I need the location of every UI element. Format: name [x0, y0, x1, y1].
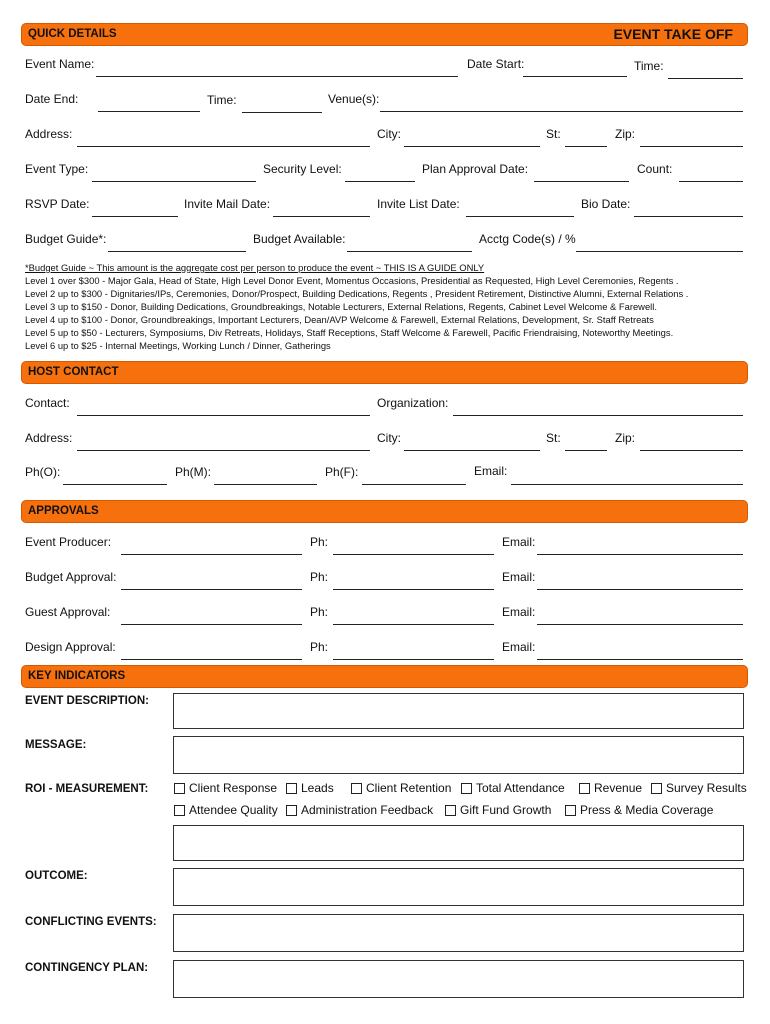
- contact-field[interactable]: [77, 415, 370, 416]
- event-description-label: EVENT DESCRIPTION:: [25, 695, 149, 707]
- key-indicators-title: KEY INDICATORS: [28, 670, 126, 682]
- checkbox[interactable]: [286, 805, 297, 816]
- roi-option-survey-results[interactable]: Survey Results: [651, 781, 747, 795]
- budget-level-5: Level 5 up to $50 - Lecturers, Symposiums, Div Retreats, Holidays, Staff Receptions, Staff Welcome & Farewell, Pacific Friendraising, Noteworthy Meetings.: [25, 327, 674, 338]
- guest-approval-ph-label: Ph:: [310, 605, 329, 619]
- roi-option-press-media-coverage[interactable]: Press & Media Coverage: [565, 803, 713, 817]
- guest-approval-email-field[interactable]: [537, 624, 743, 625]
- approvals-header: [21, 500, 748, 523]
- phone-fax-field[interactable]: [362, 484, 466, 485]
- acctg-codes-label: Acctg Code(s) / %: [479, 232, 576, 246]
- host-email-field[interactable]: [511, 484, 743, 485]
- organization-field[interactable]: [453, 415, 743, 416]
- end-time-field[interactable]: [242, 112, 322, 113]
- plan-approval-date-field[interactable]: [534, 181, 629, 182]
- guest-approval-field[interactable]: [121, 624, 302, 625]
- checkbox[interactable]: [651, 783, 662, 794]
- design-approval-ph-label: Ph:: [310, 640, 329, 654]
- end-time-label: Time:: [207, 93, 237, 107]
- time-label: Time:: [634, 59, 664, 73]
- security-level-label: Security Level:: [263, 162, 342, 176]
- roi-option-attendee-quality[interactable]: Attendee Quality: [174, 803, 278, 817]
- quick-details-title: QUICK DETAILS: [28, 28, 117, 40]
- event-type-field[interactable]: [92, 181, 256, 182]
- conflicting-events-box[interactable]: [173, 914, 744, 952]
- phone-mobile-label: Ph(M):: [175, 465, 211, 479]
- checkbox[interactable]: [579, 783, 590, 794]
- count-label: Count:: [637, 162, 673, 176]
- budget-level-2: Level 2 up to $300 - Dignitaries/IPs, Ceremonies, Donor/Prospect, Building Dedications, Regents , President Retirement, Distinctive Alumni, External Relations .: [25, 288, 689, 299]
- date-start-label: Date Start:: [467, 57, 525, 71]
- checkbox[interactable]: [351, 783, 362, 794]
- event-name-field[interactable]: [96, 76, 458, 77]
- rsvp-date-field[interactable]: [92, 216, 178, 217]
- design-approval-email-field[interactable]: [537, 659, 743, 660]
- roi-measurement-label: ROI - MEASUREMENT:: [25, 783, 149, 795]
- host-email-label: Email:: [474, 464, 508, 478]
- host-address-field[interactable]: [77, 450, 370, 451]
- budget-level-1: Level 1 over $300 - Major Gala, Head of State, High Level Donor Event, Momentus Occasions, Presidential as Requested, High Level Ceremonies, Regents .: [25, 275, 679, 286]
- host-address-label: Address:: [25, 431, 73, 445]
- guest-approval-email-label: Email:: [502, 605, 536, 619]
- event-producer-email-field[interactable]: [537, 554, 743, 555]
- state-field[interactable]: [565, 146, 607, 147]
- event-producer-email-label: Email:: [502, 535, 536, 549]
- host-state-label: St:: [546, 431, 561, 445]
- conflicting-events-label: CONFLICTING EVENTS:: [25, 916, 157, 928]
- organization-label: Organization:: [377, 396, 449, 410]
- rsvp-date-label: RSVP Date:: [25, 197, 90, 211]
- form-title: EVENT TAKE OFF: [613, 26, 733, 42]
- budget-available-field[interactable]: [347, 251, 472, 252]
- contingency-plan-label: CONTINGENCY PLAN:: [25, 962, 149, 974]
- phone-mobile-field[interactable]: [214, 484, 317, 485]
- event-description-box[interactable]: [173, 693, 744, 729]
- outcome-label: OUTCOME:: [25, 870, 88, 882]
- message-label: MESSAGE:: [25, 739, 87, 751]
- venues-field[interactable]: [380, 111, 743, 112]
- budget-level-4: Level 4 up to $100 - Donor, Groundbreakings, Important Lecturers, Dean/AVP Welcome & Farewell, External Relations, Development, Sr. Staff Retreats: [25, 314, 654, 325]
- invite-mail-date-label: Invite Mail Date:: [184, 197, 271, 211]
- city-label: City:: [377, 127, 401, 141]
- checkbox[interactable]: [174, 805, 185, 816]
- budget-approval-ph-label: Ph:: [310, 570, 329, 584]
- budget-guide-field[interactable]: [108, 251, 246, 252]
- bio-date-label: Bio Date:: [581, 197, 631, 211]
- event-producer-ph-label: Ph:: [310, 535, 329, 549]
- phone-fax-label: Ph(F):: [325, 465, 359, 479]
- date-start-field[interactable]: [523, 76, 627, 77]
- invite-list-date-label: Invite List Date:: [377, 197, 460, 211]
- roi-option-revenue[interactable]: Revenue: [579, 781, 642, 795]
- design-approval-email-label: Email:: [502, 640, 536, 654]
- budget-approval-label: Budget Approval:: [25, 570, 117, 584]
- host-contact-title: HOST CONTACT: [28, 366, 119, 378]
- host-city-label: City:: [377, 431, 401, 445]
- roi-option-total-attendance[interactable]: Total Attendance: [461, 781, 565, 795]
- budget-approval-email-field[interactable]: [537, 589, 743, 590]
- city-field[interactable]: [404, 146, 540, 147]
- contingency-plan-box[interactable]: [173, 960, 744, 998]
- security-level-field[interactable]: [345, 181, 415, 182]
- message-box[interactable]: [173, 736, 744, 774]
- approvals-title: APPROVALS: [28, 505, 99, 517]
- budget-level-3: Level 3 up to $150 - Donor, Building Dedications, Groundbreakings, Notable Lecturers, External Relations, Regents, Cabinet Level Welcome & Farewell.: [25, 301, 657, 312]
- contact-label: Contact:: [25, 396, 70, 410]
- roi-option-administration-feedback[interactable]: Administration Feedback: [286, 803, 433, 817]
- budget-approval-field[interactable]: [121, 589, 302, 590]
- budget-available-label: Budget Available:: [253, 232, 346, 246]
- event-name-label: Event Name:: [25, 57, 95, 71]
- zip-label: Zip:: [615, 127, 636, 141]
- roi-option-gift-fund-growth[interactable]: Gift Fund Growth: [445, 803, 551, 817]
- time-field[interactable]: [668, 78, 743, 79]
- host-city-field[interactable]: [404, 450, 540, 451]
- address-field[interactable]: [77, 146, 370, 147]
- roi-option-client-retention[interactable]: Client Retention: [351, 781, 451, 795]
- checkbox[interactable]: [565, 805, 576, 816]
- state-label: St:: [546, 127, 561, 141]
- event-producer-field[interactable]: [121, 554, 302, 555]
- host-state-field[interactable]: [565, 450, 607, 451]
- roi-option-client-response[interactable]: Client Response: [174, 781, 277, 795]
- design-approval-ph-field[interactable]: [333, 659, 494, 660]
- date-end-label: Date End:: [25, 92, 79, 106]
- event-type-label: Event Type:: [25, 162, 89, 176]
- bio-date-field[interactable]: [634, 216, 743, 217]
- budget-guide-label: Budget Guide*:: [25, 232, 107, 246]
- key-indicators-header: [21, 665, 748, 688]
- phone-office-label: Ph(O):: [25, 465, 61, 479]
- count-field[interactable]: [679, 181, 743, 182]
- zip-field[interactable]: [640, 146, 743, 147]
- design-approval-label: Design Approval:: [25, 640, 116, 654]
- date-end-field[interactable]: [98, 111, 200, 112]
- checkbox[interactable]: [286, 783, 297, 794]
- host-zip-field[interactable]: [640, 450, 743, 451]
- venues-label: Venue(s):: [328, 92, 380, 106]
- budget-approval-ph-field[interactable]: [333, 589, 494, 590]
- guest-approval-ph-field[interactable]: [333, 624, 494, 625]
- phone-office-field[interactable]: [63, 484, 167, 485]
- event-producer-ph-field[interactable]: [333, 554, 494, 555]
- checkbox[interactable]: [445, 805, 456, 816]
- invite-mail-date-field[interactable]: [273, 216, 370, 217]
- host-zip-label: Zip:: [615, 431, 636, 445]
- quick-details-header: [21, 23, 748, 46]
- host-contact-header: [21, 361, 748, 384]
- roi-measurement-box[interactable]: [173, 825, 744, 861]
- design-approval-field[interactable]: [121, 659, 302, 660]
- event-producer-label: Event Producer:: [25, 535, 112, 549]
- checkbox[interactable]: [461, 783, 472, 794]
- plan-approval-date-label: Plan Approval Date:: [422, 162, 529, 176]
- invite-list-date-field[interactable]: [466, 216, 574, 217]
- roi-option-leads[interactable]: Leads: [286, 781, 334, 795]
- checkbox[interactable]: [174, 783, 185, 794]
- budget-level-6: Level 6 up to $25 - Internal Meetings, Working Lunch / Dinner, Gatherings: [25, 340, 331, 351]
- budget-approval-email-label: Email:: [502, 570, 536, 584]
- budget-guide-note: *Budget Guide ~ This amount is the aggregate cost per person to produce the event ~ THIS IS A GUIDE ONLY: [25, 262, 485, 273]
- outcome-box[interactable]: [173, 868, 744, 906]
- guest-approval-label: Guest Approval:: [25, 605, 111, 619]
- address-label: Address:: [25, 127, 73, 141]
- acctg-codes-field[interactable]: [576, 251, 743, 252]
